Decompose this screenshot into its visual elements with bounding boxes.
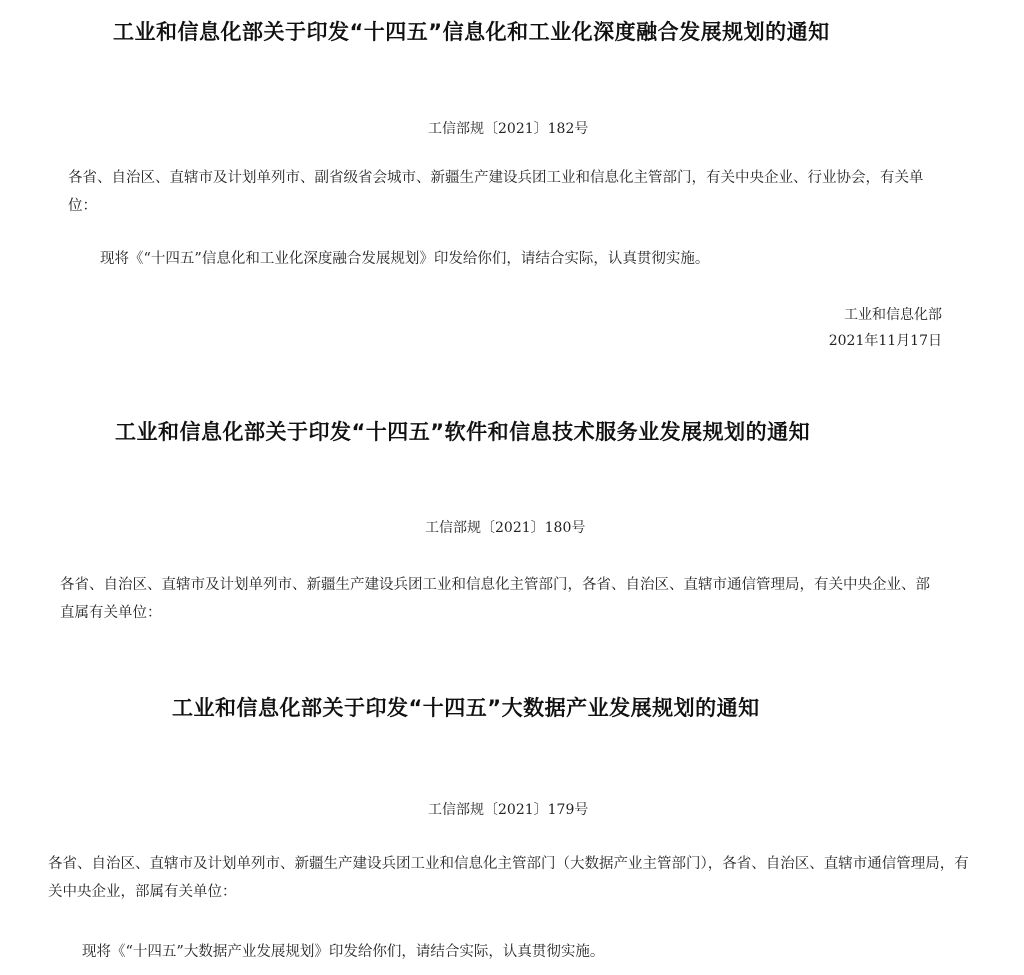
notice-1-recipients: 各省、自治区、直辖市及计划单列市、副省级省会城市、新疆生产建设兵团工业和信息化主管部门，有关中央企业、行业协会，有关单位：	[68, 170, 924, 214]
notice-1-issuer: 工业和信息化部	[844, 307, 942, 323]
notice-3-recipients: 各省、自治区、直辖市及计划单列市、新疆生产建设兵团工业和信息化主管部门（大数据产业主管部门），各省、自治区、直辖市通信管理局，有关中央企业，部属有关单位：	[48, 856, 969, 900]
notice-1-body: 现将《“十四五”信息化和工业化深度融合发展规划》印发给你们，请结合实际，认真贯彻实施。	[100, 251, 710, 267]
notice-3-title: 工业和信息化部关于印发“十四五”大数据产业发展规划的通知	[172, 696, 760, 720]
notice-2-doc-number: 工信部规〔2021〕180号	[425, 520, 586, 536]
notice-2-title: 工业和信息化部关于印发“十四五”软件和信息技术服务业发展规划的通知	[115, 420, 811, 444]
notice-2-recipients: 各省、自治区、直辖市及计划单列市、新疆生产建设兵团工业和信息化主管部门，各省、自治区、直辖市通信管理局，有关中央企业、部直属有关单位：	[60, 577, 930, 621]
notice-1-title: 工业和信息化部关于印发“十四五”信息化和工业化深度融合发展规划的通知	[113, 20, 830, 44]
notice-3-doc-number: 工信部规〔2021〕179号	[428, 802, 589, 818]
notice-3-body: 现将《“十四五”大数据产业发展规划》印发给你们，请结合实际，认真贯彻实施。	[82, 944, 605, 960]
notice-1-date: 2021年11月17日	[828, 333, 942, 349]
notice-1-doc-number: 工信部规〔2021〕182号	[428, 121, 589, 137]
